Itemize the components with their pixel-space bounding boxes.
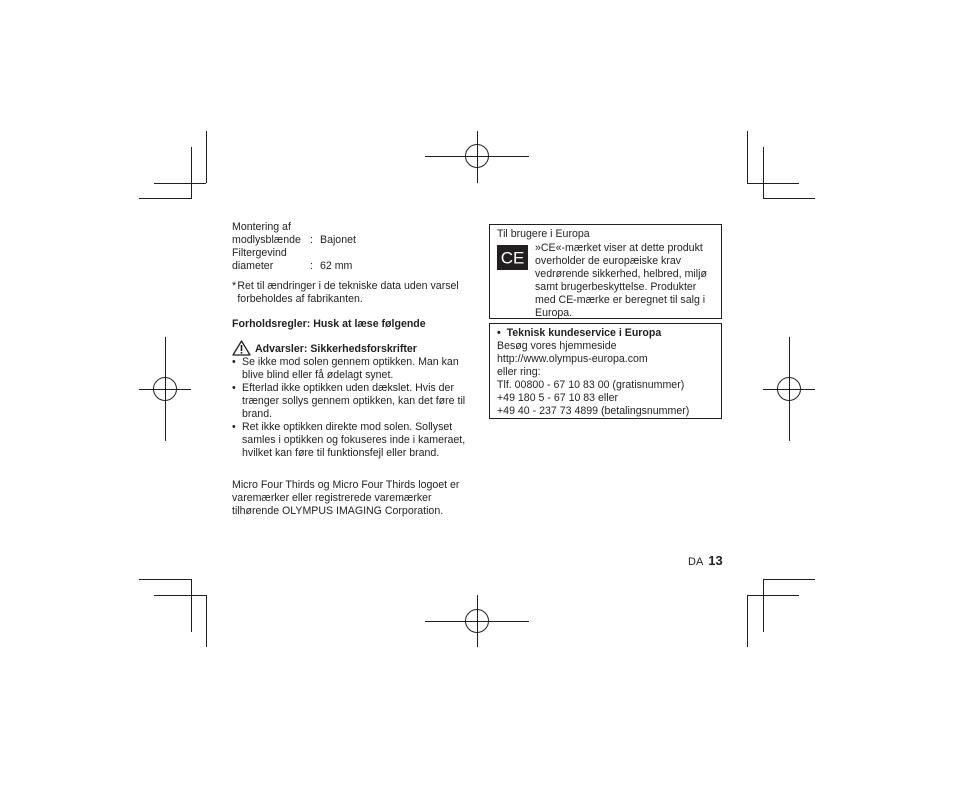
spec-row [232, 221, 472, 234]
page-footer [688, 553, 723, 568]
list-item-text: Ret ikke optikken direkte mod solen. Sollyset samles i optikken og fokuseres inde i kameraet, hvilket kan føre til funktionsfejl eller brand. [242, 421, 466, 459]
spec-row [232, 260, 472, 273]
warning-heading: Advarsler: Sikkerhedsforskrifter [255, 343, 417, 355]
service-heading-row [497, 327, 714, 340]
left-column [232, 221, 472, 518]
spec-row [232, 234, 472, 247]
service-heading: Teknisk kundeservice i Europa [506, 327, 662, 339]
spec-label: diameter [232, 260, 274, 272]
service-line: Besøg vores hjemmeside [497, 340, 617, 352]
list-item-text: Se ikke mod solen gennem optikken. Man kan blive blind eller få ødelagt synet. [242, 356, 459, 381]
service-phone: +49 40 - 237 73 4899 (betalingsnummer) [497, 405, 690, 417]
list-item [232, 382, 472, 421]
list-item [232, 421, 472, 460]
spec-note [232, 280, 472, 306]
bullet: • [232, 356, 236, 368]
service-line: eller ring: [497, 366, 541, 378]
eu-box-title: Til brugere i Europa [497, 228, 590, 240]
spec-value: 62 mm [320, 260, 353, 272]
spec-colon: : [310, 234, 313, 246]
service-phone: +49 180 5 - 67 10 83 eller [497, 392, 619, 404]
spec-label: Filtergevind [232, 247, 287, 259]
language-code: DA [688, 556, 704, 568]
note-marker: * [232, 280, 237, 292]
bullet: • [232, 382, 236, 394]
trademark-paragraph: Micro Four Thirds og Micro Four Thirds logoet er varemærker eller registrerede varemærker tilhørende OLYMPUS IMAGING Corporation. [232, 479, 460, 517]
service-phone: Tlf. 00800 - 67 10 83 00 (gratisnummer) [497, 379, 685, 391]
spec-table [232, 221, 472, 273]
warning-triangle-icon [232, 340, 251, 356]
list-item [232, 356, 472, 382]
customer-service-box [489, 323, 722, 419]
bullet: • [497, 327, 501, 339]
ce-mark-icon [497, 245, 528, 270]
page-number: 13 [708, 553, 723, 568]
ce-row [497, 242, 714, 320]
eu-users-box [489, 224, 722, 319]
note-text: Ret til ændringer i de tekniske data uden varsel forbeholdes af fabrikanten. [237, 280, 459, 305]
spec-label: modlysblænde [232, 234, 301, 246]
precautions-heading: Forholdsregler: Husk at læse følgende [232, 318, 426, 330]
warning-heading-row [232, 340, 472, 356]
ce-logo-text: CE [500, 248, 525, 268]
ce-text: »CE«-mærket viser at dette produkt overholder de europæiske krav vedrørende sikkerhed, helbred, miljø samt brugerbeskyttelse. Produkter med CE-mærke er beregnet til salg i Europa. [535, 242, 707, 319]
spec-row [232, 247, 472, 260]
list-item-text: Efterlad ikke optikken uden dækslet. Hvis der trænger sollys gennem optikken, kan det føre til brand. [242, 382, 466, 420]
spec-value: Bajonet [320, 234, 356, 246]
bullet: • [232, 421, 236, 433]
service-website: http://www.olympus-europa.com [497, 353, 648, 365]
spec-label: Montering af [232, 221, 291, 233]
warning-list [232, 356, 472, 460]
spec-colon: : [310, 260, 313, 272]
